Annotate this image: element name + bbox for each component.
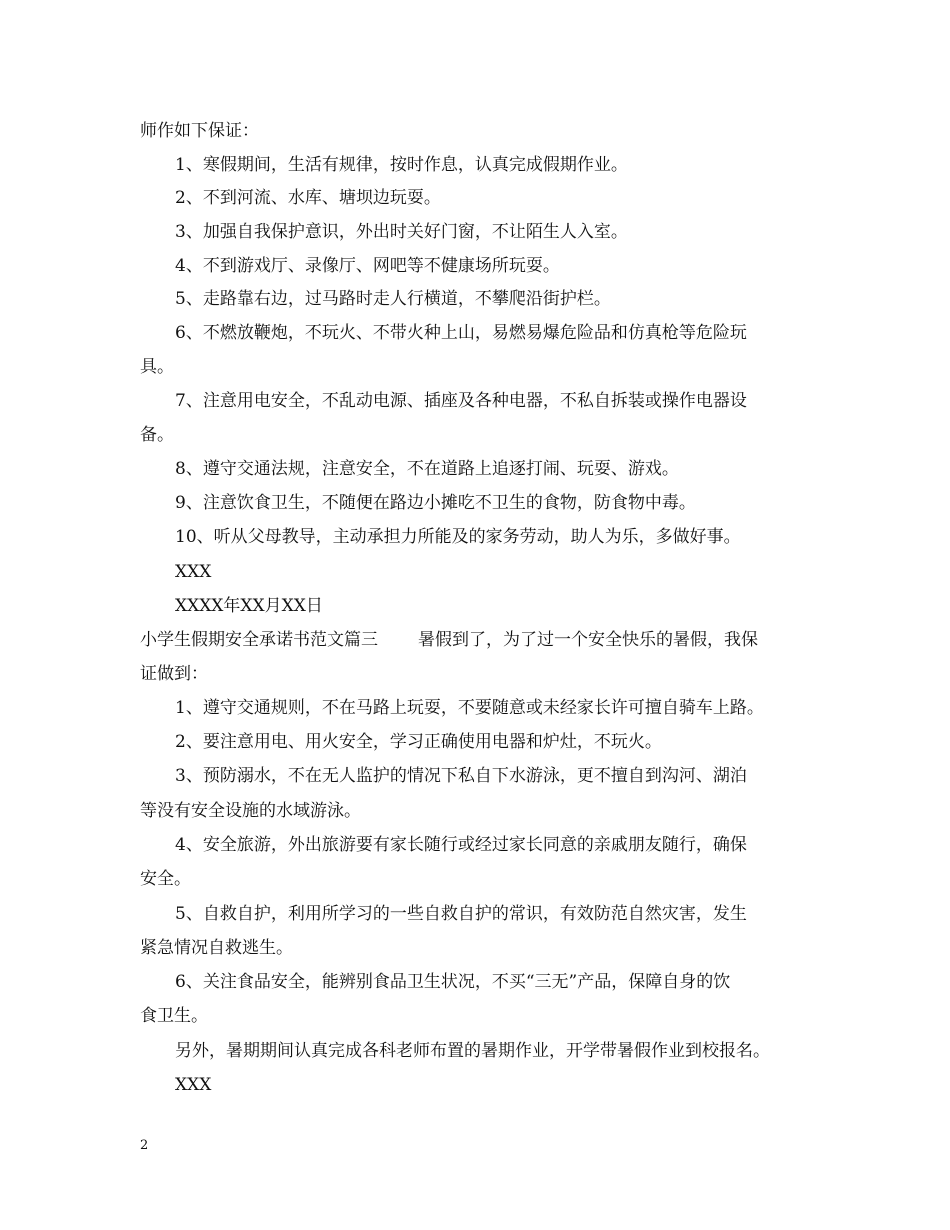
section-title: 小学生假期安全承诺书范文篇三 (140, 630, 378, 650)
text-line: 6、关注食品安全，能辨别食品卫生状况，不买“三无”产品，保障自身的饮 (175, 972, 731, 992)
text-line: XXX (175, 1075, 212, 1095)
text-line: 2、要注意用电、用火安全，学习正确使用电器和炉灶，不玩火。 (175, 732, 662, 752)
text-line: 师作如下保证： (140, 121, 259, 141)
text-line: 9、注意饮食卫生，不随便在路边小摊吃不卫生的食物，防食物中毒。 (175, 493, 696, 513)
text-line: 等没有安全设施的水域游泳。 (140, 801, 361, 821)
text-line: 2、不到河流、水库、塘坝边玩耍。 (175, 188, 441, 208)
text-line: 7、注意用电安全，不乱动电源、插座及各种电器，不私自拆装或操作电器设 (175, 391, 747, 411)
text-line: 3、预防溺水，不在无人监护的情况下私自下水游泳，更不擅自到沟河、湖泊 (175, 766, 747, 786)
page-number: 2 (140, 1138, 149, 1153)
text-line: 1、遵守交通规则，不在马路上玩耍，不要随意或未经家长许可擅自骑车上路。 (175, 698, 764, 718)
text-line: 备。 (140, 425, 174, 445)
text-line: 5、走路靠右边，过马路时走人行横道，不攀爬沿街护栏。 (175, 289, 611, 309)
text-line: 6、不燃放鞭炮，不玩火、不带火种上山，易燃易爆危险品和仿真枪等危险玩 (175, 323, 747, 343)
text-line: 证做到： (140, 664, 208, 684)
text-line: 8、遵守交通法规，注意安全，不在道路上追逐打闹、玩耍、游戏。 (175, 459, 679, 479)
text-line: 4、不到游戏厅、录像厅、网吧等不健康场所玩耍。 (175, 256, 560, 276)
text-line: XXX (175, 562, 212, 582)
text-line: 3、加强自我保护意识，外出时关好门窗，不让陌生人入室。 (175, 222, 628, 242)
text-line: XXXX年XX月XX日 (175, 596, 323, 616)
text-line: 具。 (140, 357, 174, 377)
text-line: 食卫生。 (140, 1006, 208, 1026)
text-line: 暑假到了，为了过一个安全快乐的暑假，我保 (418, 630, 758, 650)
section-heading-line (140, 629, 758, 651)
text-line: 10、听从父母教导，主动承担力所能及的家务劳动，助人为乐，多做好事。 (175, 527, 741, 547)
text-line: 4、安全旅游，外出旅游要有家长随行或经过家长同意的亲戚朋友随行，确保 (175, 835, 747, 855)
text-line: 另外，暑期期间认真完成各科老师布置的暑期作业，开学带暑假作业到校报名。 (175, 1041, 770, 1061)
text-line: 5、自救自护，利用所学习的一些自救自护的常识，有效防范自然灾害，发生 (175, 904, 747, 924)
text-line: 紧急情况自救逃生。 (140, 938, 293, 958)
text-line: 安全。 (140, 869, 191, 889)
text-line: 1、寒假期间，生活有规律，按时作息，认真完成假期作业。 (175, 155, 628, 175)
